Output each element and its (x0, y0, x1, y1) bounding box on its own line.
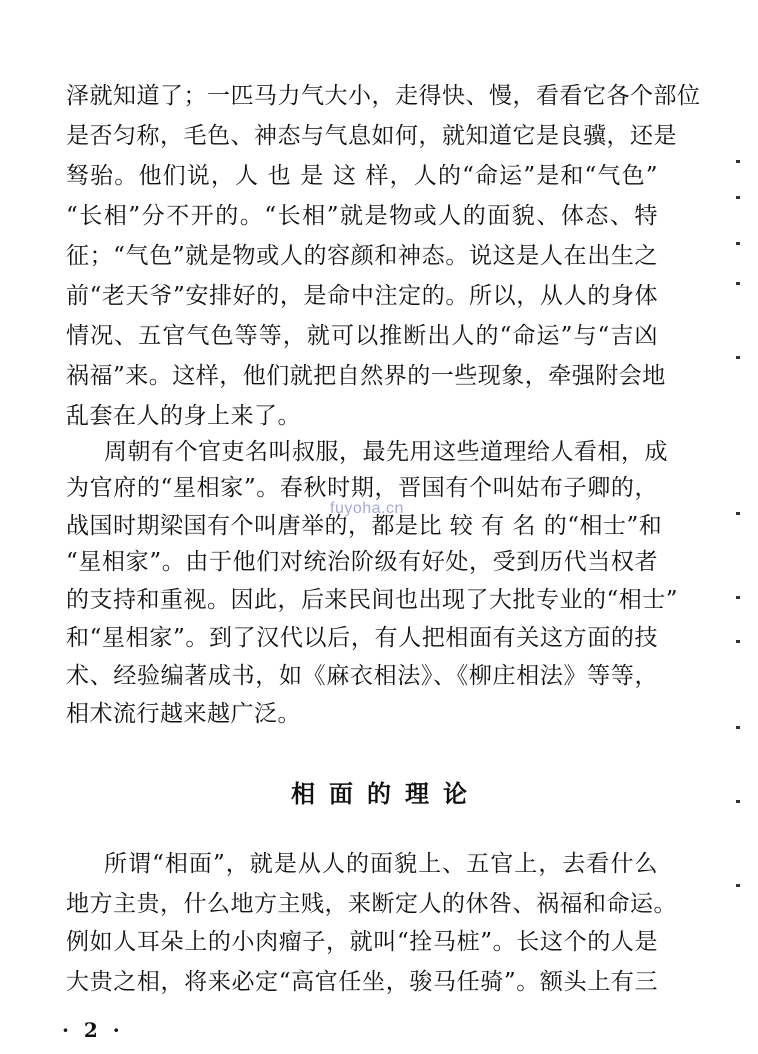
scan-speck (736, 800, 740, 803)
paragraph-1-line-9: 乱套在人的身上来了。 (66, 403, 301, 429)
watermark: fuyoha.cn (330, 500, 404, 517)
section-heading: 相面的理论 (291, 779, 481, 808)
scan-speck (736, 196, 740, 199)
paragraph-3-line-1: 所谓“相面”，就是从人的面貌上、五官上，去看什么 (104, 851, 658, 877)
scan-speck (736, 884, 740, 887)
paragraph-2-line-2: 为官府的“星相家”。春秋时期，晋国有个叫姑布子卿的， (66, 475, 658, 501)
paragraph-2-line-4: “星相家”。由于他们对统治阶级有好处，受到历代当权者 (66, 549, 658, 575)
paragraph-2-line-8: 相术流行越来越广泛。 (66, 701, 301, 727)
paragraph-1-line-4: “长相”分不开的。“长相”就是物或人的面貌、体态、特 (66, 203, 658, 229)
paragraph-1-line-1: 泽就知道了；一匹马力气大小，走得快、慢，看看它各个部位 (66, 83, 701, 109)
paragraph-3-line-2: 地方主贵，什么地方主贱，来断定人的休咎、祸福和命运。 (66, 891, 677, 917)
paragraph-1-line-6: 前“老天爷”安排好的，是命中注定的。所以，从人的身体 (66, 283, 658, 309)
paragraph-1-line-2: 是否匀称，毛色、神态与气息如何，就知道它是良骥，还是 (66, 123, 677, 149)
paragraph-1-line-3: 驽骀。他们说，人 也 是 这 样，人的“命运”是和“气色” (66, 163, 658, 189)
paragraph-2-line-3: 战国时期梁国有个叫唐举的，都是比 较 有 名 的“相士”和 (66, 513, 663, 539)
scan-speck (736, 512, 740, 515)
page-number: · 2 · (62, 1018, 124, 1042)
paragraph-1-line-5: 征；“气色”就是物或人的容颜和神态。说这是人在出生之 (66, 243, 658, 269)
paragraph-3-line-3: 例如人耳朵上的小肉瘤子，就叫“拴马桩”。长这个的人是 (66, 929, 658, 955)
scan-speck (736, 242, 740, 245)
scan-speck (736, 160, 740, 163)
paragraph-1-line-7: 情况、五官气色等等，就可以推断出人的“命运”与“吉凶 (66, 323, 658, 349)
paragraph-2-line-1: 周朝有个官吏名叫叔服，最先用这些道理给人看相，成 (104, 439, 668, 465)
scan-speck (736, 726, 740, 729)
scan-speck (736, 640, 740, 643)
paragraph-2-line-6: 和“星相家”。到了汉代以后，有人把相面有关这方面的技 (66, 625, 658, 651)
paragraph-2-line-7: 术、经验编著成书，如《麻衣相法》、《柳庄相法》等等， (66, 663, 658, 689)
paragraph-2-line-5: 的支持和重视。因此，后来民间也出现了大批专业的“相士” (66, 587, 679, 613)
paragraph-3-line-4: 大贵之相，将来必定“高官任坐，骏马任骑”。额头上有三 (66, 969, 658, 995)
scan-speck (736, 356, 740, 359)
scan-speck (736, 596, 740, 599)
scan-speck (736, 282, 740, 285)
paragraph-1-line-8: 祸福”来。这样，他们就把自然界的一些现象，牵强附会地 (66, 363, 666, 389)
